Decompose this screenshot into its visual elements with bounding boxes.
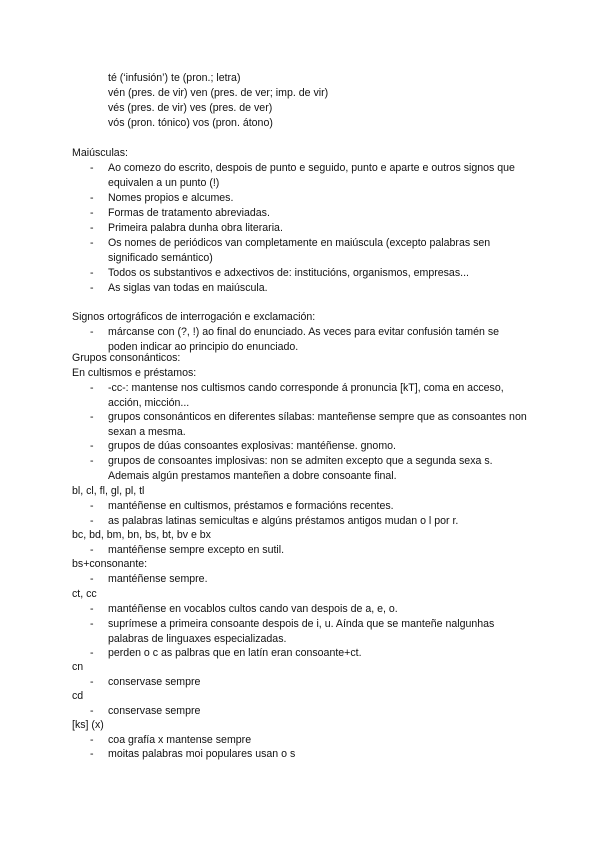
list-item: Os nomes de periódicos van completamente en maiúscula (excepto palabras sen significado semántico)	[108, 237, 491, 264]
bullet-dash: -	[90, 748, 94, 760]
list-item: grupos consonánticos en diferentes sílabas: manteñense sempre que as consoantes non sexan a mesma.	[108, 411, 527, 438]
list-item: mantéñense en cultismos, préstamos e formacións recentes.	[108, 500, 394, 512]
bullet-dash: -	[90, 162, 94, 174]
top-line: té (‘infusión’) te (pron.; letra)	[108, 72, 241, 84]
bullet-dash: -	[90, 603, 94, 615]
bullet-dash: -	[90, 207, 94, 219]
list-item: coa grafía x mantense sempre	[108, 734, 252, 746]
section-heading-grupos: Grupos consonánticos:	[72, 352, 181, 364]
list-item: Formas de tratamento abreviadas.	[108, 207, 270, 219]
bullet-dash: -	[90, 222, 94, 234]
bullet-dash: -	[90, 192, 94, 204]
section-heading: bc, bd, bm, bn, bs, bt, bv e bx	[72, 529, 211, 541]
list-item: moitas palabras moi populares usan o s	[108, 748, 296, 760]
list-item: grupos de dúas consoantes explosivas: mantéñense. gnomo.	[108, 440, 396, 452]
list-item: -cc-: mantense nos cultismos cando corresponde á pronuncia [kT], coma en acceso, acción, micción...	[108, 382, 504, 409]
list-item: Primeira palabra dunha obra literaria.	[108, 222, 283, 234]
list-item: suprímese a primeira consoante despois de i, u. Aínda que se manteñe nalgunhas palabras de linguaxes especializadas.	[108, 618, 495, 645]
bullet-dash: -	[90, 676, 94, 688]
list-item: As siglas van todas en maiúscula.	[108, 282, 268, 294]
bullet-dash: -	[90, 411, 94, 423]
section-heading-maiusculas: Maiúsculas:	[72, 147, 128, 159]
list-item: mantéñense sempre.	[108, 573, 208, 585]
section-heading: ct, cc	[72, 588, 97, 600]
section-heading: cd	[72, 690, 84, 702]
bullet-dash: -	[90, 326, 94, 338]
bullet-dash: -	[90, 618, 94, 630]
bullet-dash: -	[90, 500, 94, 512]
section-heading: bs+consonante:	[72, 558, 148, 570]
top-line: vós (pron. tónico) vos (pron. átono)	[108, 117, 273, 129]
list-item: perden o c as palbras que en latín eran consoante+ct.	[108, 647, 362, 659]
bullet-dash: -	[90, 544, 94, 556]
bullet-dash: -	[90, 455, 94, 467]
list-item: Ao comezo do escrito, despois de punto e seguido, punto e aparte e outros signos que equivalen a un punto (!)	[108, 162, 515, 189]
list-item: conservase sempre	[108, 676, 201, 688]
section-heading-signos: Signos ortográficos de interrogación e exclamación:	[72, 311, 316, 323]
section-heading: cn	[72, 661, 84, 673]
list-item: Todos os substantivos e adxectivos de: institucións, organismos, empresas...	[108, 267, 469, 279]
list-item: conservase sempre	[108, 705, 201, 717]
list-item: mantéñense en vocablos cultos cando van despois de a, e, o.	[108, 603, 398, 615]
bullet-dash: -	[90, 515, 94, 527]
top-line: vés (pres. de vir) ves (pres. de ver)	[108, 102, 273, 114]
bullet-dash: -	[90, 382, 94, 394]
section-subheading: En cultismos e préstamos:	[72, 367, 197, 379]
top-line: vén (pres. de vir) ven (pres. de ver; imp. de vir)	[108, 87, 329, 99]
bullet-dash: -	[90, 237, 94, 249]
list-item: as palabras latinas semicultas e algúns préstamos antigos mudan o l por r.	[108, 515, 459, 527]
bullet-dash: -	[90, 267, 94, 279]
bullet-dash: -	[90, 647, 94, 659]
bullet-dash: -	[90, 440, 94, 452]
bullet-dash: -	[90, 282, 94, 294]
list-item: márcanse con (?, !) ao final do enunciado. As veces para evitar confusión tamén se poden indicar ao principio do enunciado.	[108, 326, 500, 353]
list-item: Nomes propios e alcumes.	[108, 192, 234, 204]
list-item: mantéñense sempre excepto en sutil.	[108, 544, 285, 556]
bullet-dash: -	[90, 734, 94, 746]
list-item: grupos de consoantes implosivas: non se admiten excepto que a segunda sexa s. Ademais algún prestamos manteñen a dobre consoante final.	[108, 455, 493, 482]
section-heading: [ks] (x)	[72, 719, 104, 731]
section-heading: bl, cl, fl, gl, pl, tl	[72, 485, 145, 497]
bullet-dash: -	[90, 705, 94, 717]
bullet-dash: -	[90, 573, 94, 585]
